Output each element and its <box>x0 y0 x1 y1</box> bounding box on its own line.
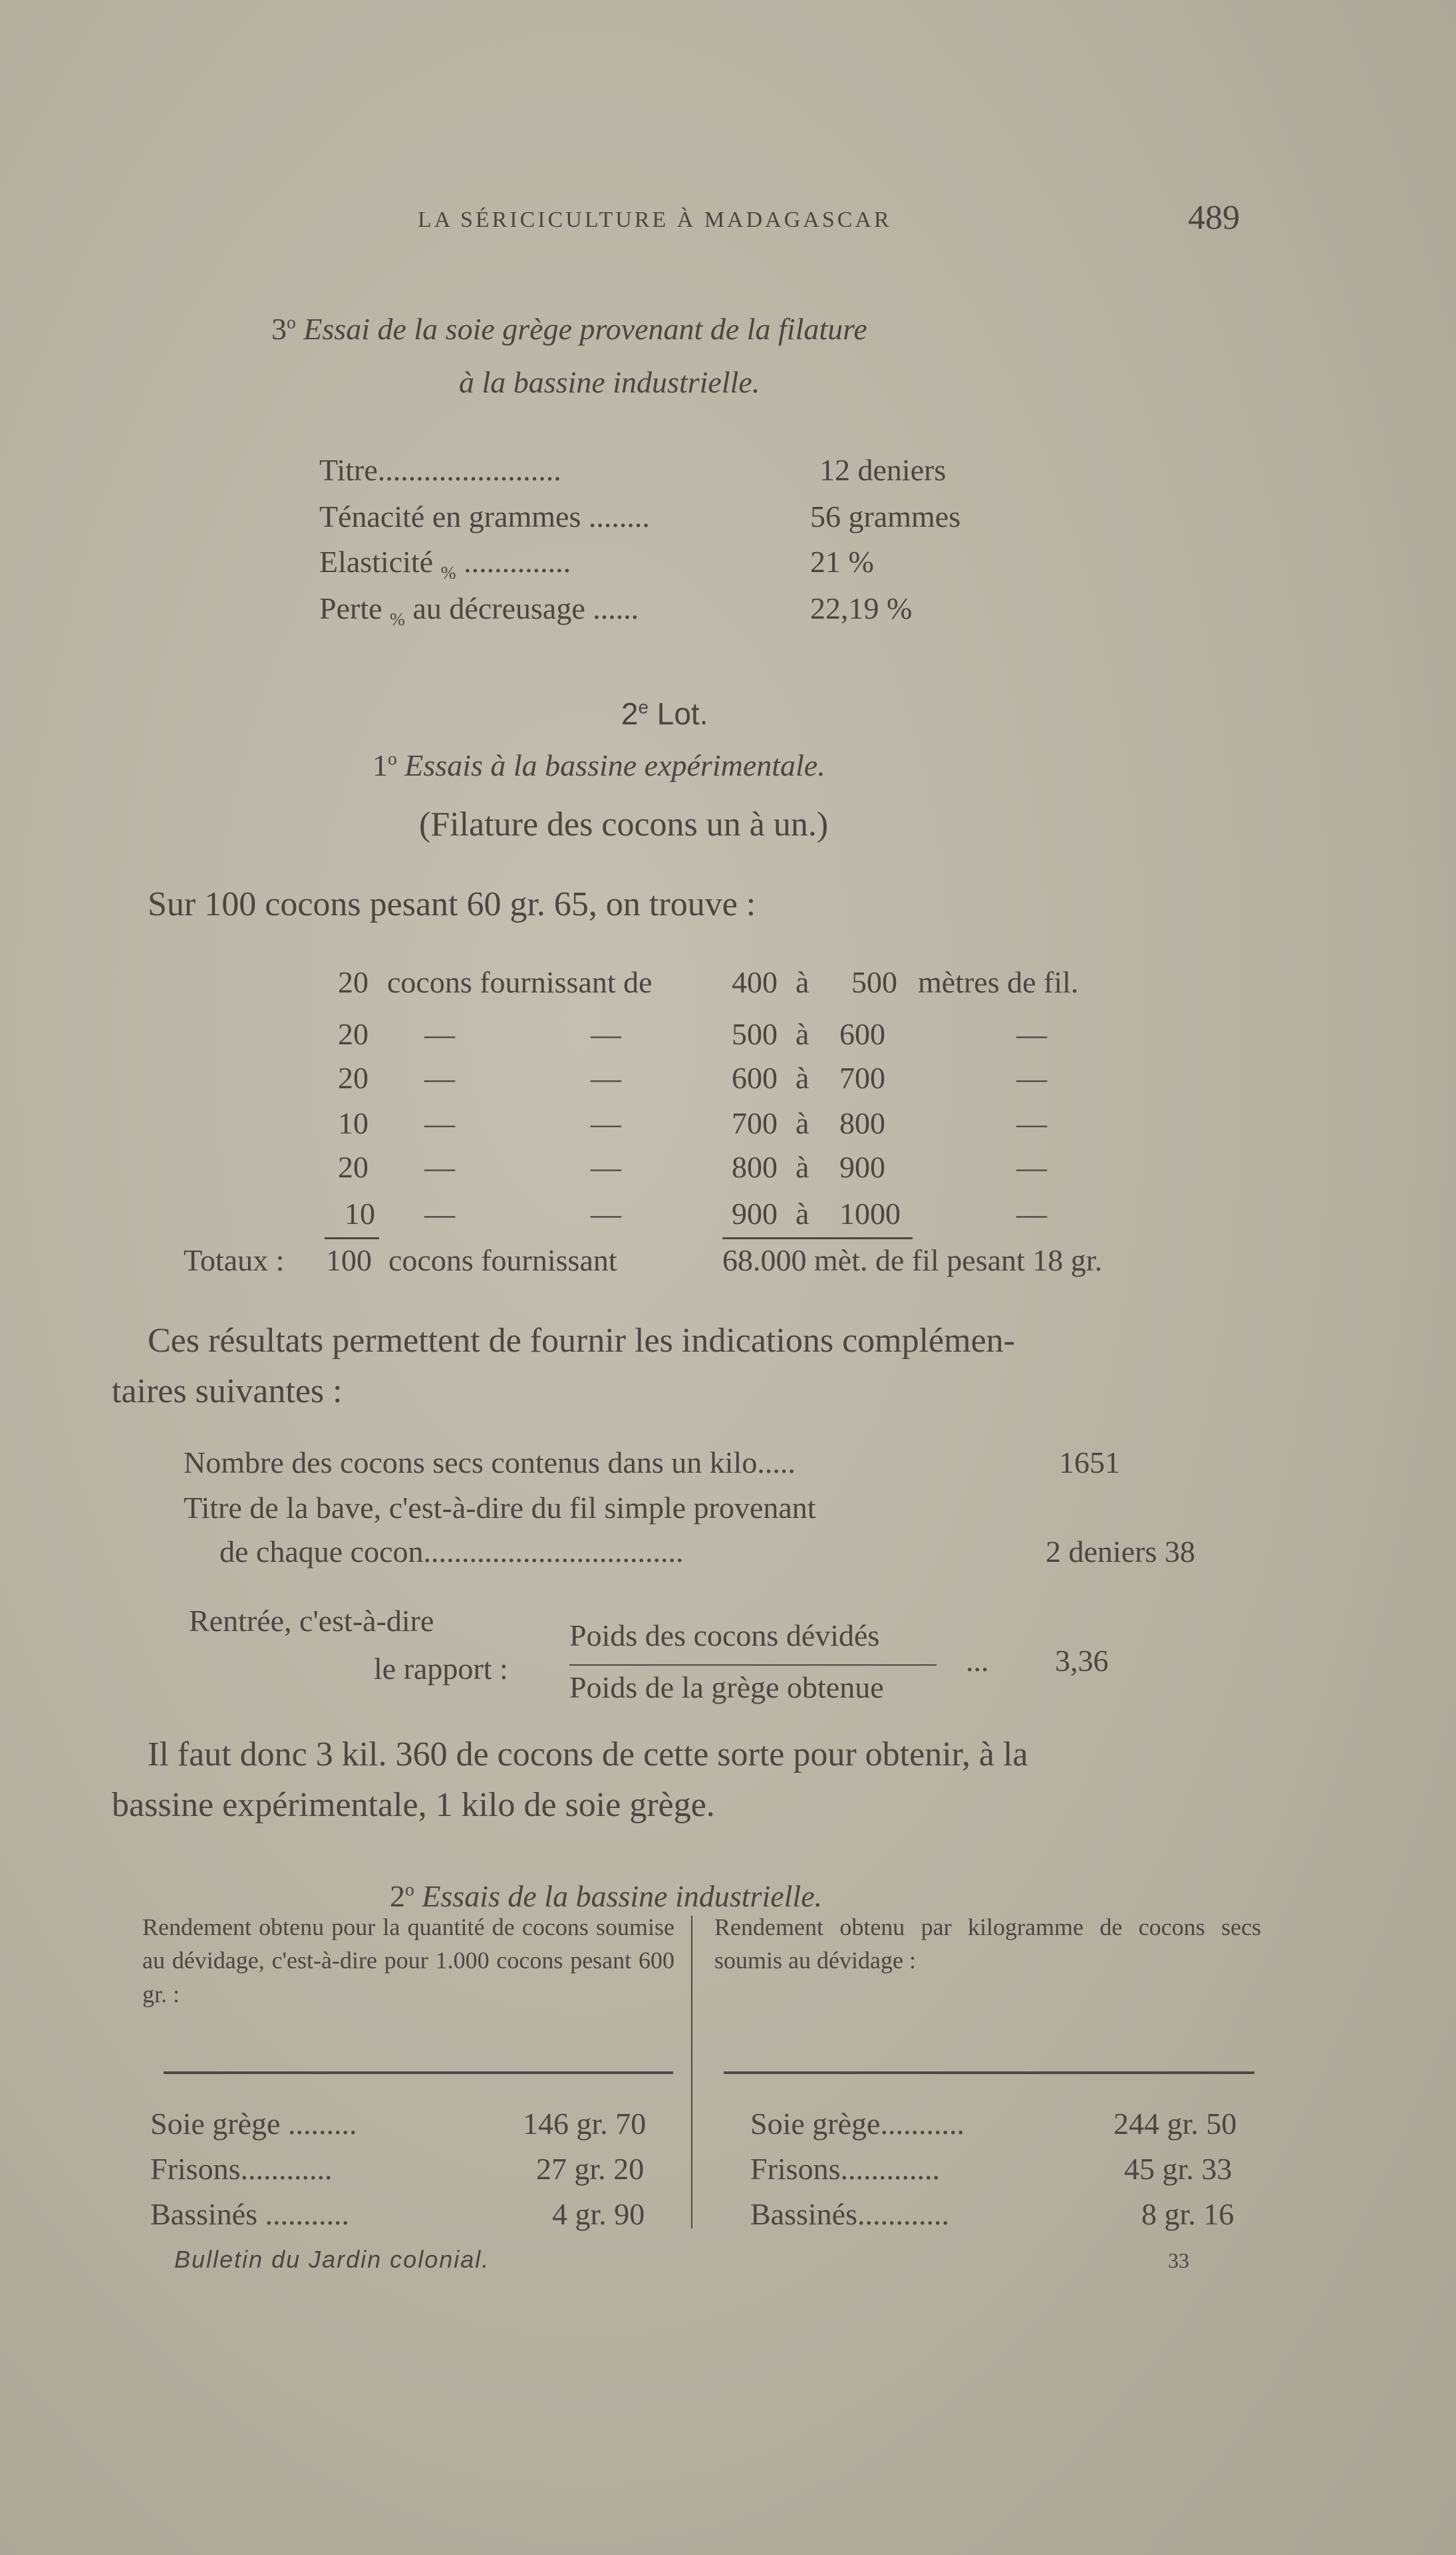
lot2-title <box>621 696 708 732</box>
totals-label: Totaux : <box>184 1243 285 1277</box>
sum-rule <box>722 1237 913 1239</box>
right-row-soie <box>750 2106 964 2141</box>
cocoon-a: à <box>796 1061 809 1095</box>
sub2-text: Essais de la bassine industrielle. <box>422 1879 823 1913</box>
yield-dots: ........... <box>880 2107 964 2141</box>
left-row-soie <box>150 2106 357 2141</box>
running-title: LA SÉRICICULTURE À MADAGASCAR <box>418 208 892 232</box>
yield-dots: ........... <box>265 2197 349 2231</box>
row-dots: ........................ <box>377 453 561 487</box>
right-yield-value: 45 gr. 33 <box>1124 2152 1233 2186</box>
yield-dots: ......... <box>287 2107 357 2141</box>
cocoon-a: à <box>796 1150 809 1184</box>
tenacity-row-tenacite <box>319 499 650 534</box>
fraction-value: 3,36 <box>1055 1644 1109 1678</box>
cocoon-desc2: — <box>591 1061 621 1095</box>
row-value: 22,19 % <box>810 591 913 625</box>
cocoon-from: 700 <box>732 1106 778 1140</box>
yield-label: Bassinés <box>150 2197 257 2231</box>
yield-label: Soie grège <box>150 2107 281 2141</box>
cocoon-count: 20 <box>338 965 368 999</box>
cocoon-unit: — <box>1016 1197 1047 1231</box>
indic-label: de chaque cocon <box>219 1535 424 1569</box>
right-header-rule <box>724 2071 1254 2074</box>
indic-row-titre: Titre de la bave, c'est-à-dire du fil simple provenant <box>184 1491 816 1525</box>
cocoon-count: 10 <box>345 1197 375 1231</box>
row-label: Perte <box>319 591 382 625</box>
row-label: Titre <box>319 453 378 487</box>
indic-value: 1651 <box>1059 1445 1120 1479</box>
fraction-bar <box>569 1664 937 1666</box>
sub1-title <box>372 748 825 783</box>
cocoon-count: 20 <box>338 1061 368 1095</box>
cocoon-from: 600 <box>732 1061 778 1095</box>
sub1-text: Essais à la bassine expérimentale. <box>404 748 825 782</box>
cocoon-desc2: — <box>591 1017 621 1051</box>
section3-title-num: 3 <box>271 312 287 346</box>
cocoon-desc: — <box>424 1197 455 1231</box>
cocoon-to: 900 <box>839 1150 885 1184</box>
page-number: 489 <box>1188 199 1240 237</box>
cocoon-from: 900 <box>732 1197 778 1231</box>
cocoon-desc: — <box>424 1061 455 1095</box>
yield-dots: ............. <box>840 2152 940 2186</box>
journal-name: Bulletin du Jardin colonial. <box>174 2246 490 2273</box>
cocoon-to: 1000 <box>839 1197 901 1231</box>
para2-line2: bassine expérimentale, 1 kilo de soie grège. <box>112 1786 715 1824</box>
cocoon-to: 700 <box>839 1061 885 1095</box>
lot2-sup: e <box>638 696 649 718</box>
left-row-bassines <box>150 2196 349 2232</box>
section3-title-line2: à la bassine industrielle. <box>459 365 760 399</box>
sub2-title <box>390 1879 822 1914</box>
section3-title <box>271 311 867 347</box>
right-row-frisons <box>750 2151 940 2186</box>
left-row-frisons <box>150 2151 332 2186</box>
cocoon-desc2: — <box>591 1197 621 1231</box>
section3-title-line1: Essai de la soie grège provenant de la filature <box>303 312 867 346</box>
cocoon-unit: — <box>1016 1150 1047 1184</box>
section3-title-sup: o <box>287 311 296 333</box>
totals-count: 100 <box>326 1243 372 1277</box>
row-label-rest: au décreusage <box>412 591 585 625</box>
cocoon-unit: — <box>1016 1106 1047 1140</box>
cocoon-desc: — <box>424 1150 455 1184</box>
fraction-dots: ... <box>966 1644 989 1678</box>
row-dots: ........ <box>588 500 650 533</box>
sub1-sup: o <box>388 748 397 769</box>
totals-desc: cocons fournissant <box>388 1243 617 1277</box>
sum-rule <box>325 1237 379 1239</box>
yield-label: Frisons <box>150 2152 241 2186</box>
totals-value: 68.000 mèt. de fil pesant 18 gr. <box>722 1243 1103 1277</box>
fraction-denominator: Poids de la grège obtenue <box>569 1670 884 1704</box>
yield-label: Frisons <box>750 2152 841 2186</box>
tenacity-row-perte <box>319 591 639 630</box>
right-yield-value: 244 gr. 50 <box>1113 2107 1237 2141</box>
indic-row-chaque <box>219 1534 684 1569</box>
cocoon-to: 800 <box>839 1106 885 1140</box>
cocoon-unit: — <box>1016 1017 1047 1051</box>
para1-line1: Ces résultats permettent de fournir les indications complémen- <box>148 1322 1015 1360</box>
cocoon-from: 500 <box>732 1017 778 1051</box>
row-value: 12 deniers <box>819 453 946 487</box>
row-dots: ...... <box>593 591 639 625</box>
cocoon-from: 800 <box>732 1150 778 1184</box>
sub1-num: 1 <box>372 748 388 782</box>
cocoon-unit: mètres de fil. <box>918 965 1079 999</box>
cocoon-count: 20 <box>338 1017 368 1051</box>
right-yield-value: 8 gr. 16 <box>1141 2197 1235 2231</box>
cocoon-desc: — <box>424 1106 455 1140</box>
cocoon-from: 400 <box>732 965 778 999</box>
yield-label: Bassinés <box>750 2197 857 2231</box>
cocoon-unit: — <box>1016 1061 1047 1095</box>
percent-sign: % <box>390 609 406 630</box>
left-header-rule <box>164 2071 673 2074</box>
row-value: 56 grammes <box>810 500 961 533</box>
cocoon-a: à <box>796 1017 809 1051</box>
cocoon-count: 20 <box>338 1150 368 1184</box>
yield-label: Soie grège <box>750 2107 881 2141</box>
para2-line1: Il faut donc 3 kil. 360 de cocons de cette sorte pour obtenir, à la <box>148 1735 1028 1773</box>
yield-dots: ............ <box>240 2152 333 2186</box>
rentree-line1: Rentrée, c'est-à-dire <box>189 1604 434 1638</box>
sub2-num: 2 <box>390 1879 405 1913</box>
sheet-number: 33 <box>1168 2248 1189 2272</box>
left-yield-value: 4 gr. 90 <box>552 2197 645 2231</box>
right-column-header: Rendement obtenu par kilogramme de cocons secs soumis au dévidage : <box>714 1914 1261 1974</box>
percent-sign: % <box>440 562 456 583</box>
cocoon-desc: — <box>424 1017 455 1051</box>
lot2-num: 2 <box>621 696 639 731</box>
indic-row-nombre <box>184 1445 796 1480</box>
indic-value: 2 deniers 38 <box>1046 1535 1195 1569</box>
para1-line2: taires suivantes : <box>112 1372 343 1410</box>
cocoon-a: à <box>796 1197 809 1231</box>
sub1-paren: (Filature des cocons un à un.) <box>419 806 829 843</box>
cocoon-desc2: — <box>591 1106 621 1140</box>
cocoon-count: 10 <box>338 1106 368 1140</box>
cocoon-a: à <box>796 965 809 999</box>
cocoon-to: 500 <box>851 965 897 999</box>
cocoon-to: 600 <box>839 1017 885 1051</box>
row-label: Ténacité en grammes <box>319 500 581 533</box>
cocoon-a: à <box>796 1106 809 1140</box>
lot2-rest: Lot. <box>656 696 708 731</box>
tenacity-row-elasticite <box>319 544 571 583</box>
cocoon-intro: Sur 100 cocons pesant 60 gr. 65, on trouve : <box>148 885 756 923</box>
sub2-sup: o <box>405 1879 414 1900</box>
yield-dots: ............ <box>857 2197 949 2231</box>
left-column-header: Rendement obtenu pour la quantité de cocons soumise au dévidage, c'est-à-dire pour 1.000 cocons pesant 600 gr. : <box>142 1914 674 2008</box>
row-value: 21 % <box>810 545 874 579</box>
column-divider <box>691 1916 692 2228</box>
left-yield-value: 27 gr. 20 <box>536 2152 645 2186</box>
row-label: Elasticité <box>319 545 434 579</box>
row-dots: .............. <box>464 545 571 579</box>
tenacity-row-titre <box>319 452 561 488</box>
indic-dots: ..... <box>757 1445 796 1479</box>
cocoon-desc2: — <box>591 1150 621 1184</box>
right-row-bassines <box>750 2196 949 2232</box>
indic-label: Nombre des cocons secs contenus dans un kilo <box>184 1445 758 1479</box>
indic-dots: .................................. <box>423 1535 684 1569</box>
rentree-line2: le rapport : <box>374 1652 508 1686</box>
fraction-numerator: Poids des cocons dévidés <box>569 1618 880 1652</box>
left-yield-value: 146 gr. 70 <box>523 2107 647 2141</box>
cocoon-desc: cocons fournissant de <box>387 965 653 999</box>
